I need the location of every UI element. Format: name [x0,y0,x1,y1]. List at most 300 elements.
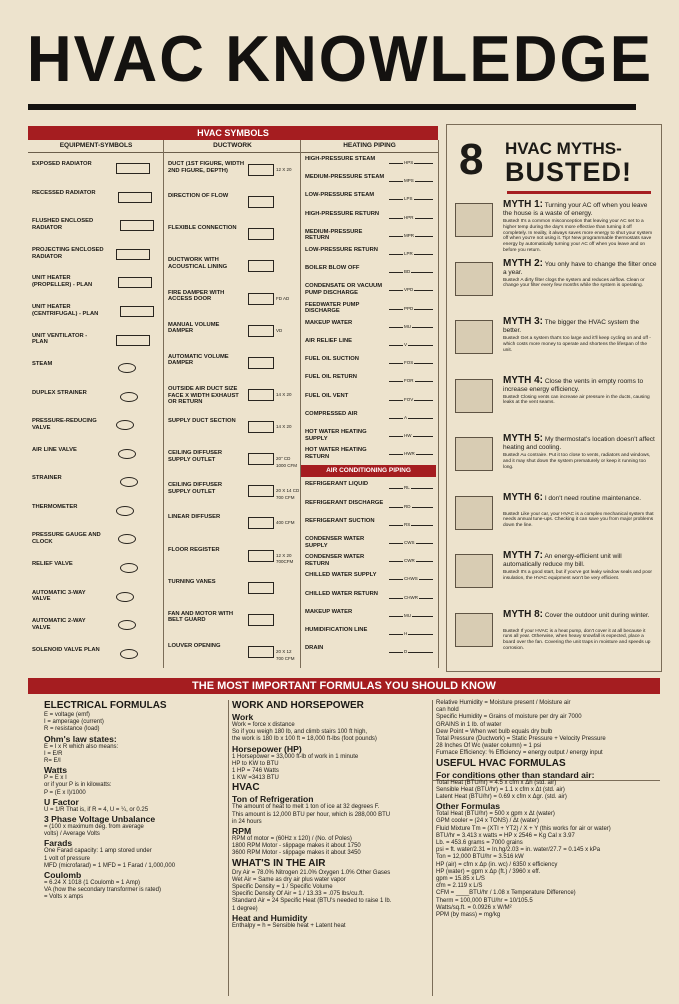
formula-line: One Farad capacity: 1 amp stored under [44,848,152,855]
formula-line: Lb. = 453.6 grams = 7000 grains [436,840,523,847]
symbol-glyph [116,592,134,602]
symbol-glyph [120,392,138,402]
pipe-row [303,263,437,281]
symbol-glyph [248,325,274,337]
symbol-label: AUTOMATIC 2-WAY VALVE [32,618,86,631]
pipe-tag: LPR [404,251,413,257]
formula-line: = Volts x amps [44,894,84,901]
formula-line: psi = ft. water/2.31 = In.hg/2.03 = in. water/27.7 = 0.145 x kPa [436,847,601,854]
pipe-label: FUEL OIL VENT [305,392,349,399]
formula-line: volts) / Average Volts [44,831,100,838]
pipe-tag: A [404,414,408,420]
symbol-glyph [120,649,138,659]
formula-line: GRAINS in 1 lb. of water [436,721,502,728]
symbol-glyph [118,363,136,373]
pipe-label: CONDENSER WATER SUPPLY [305,536,365,549]
myth-label: MYTH 3: [503,316,543,327]
formula-line: or if your P is in kilowatts: [44,782,112,789]
formula-line: Specific Humidity = Grains of moisture per dry air 7000 [436,714,582,721]
equipment-symbol-row [30,240,162,269]
symbol-glyph [248,453,274,465]
formula-line: Total Heat (BTU/hr) = 500 x gpm x Δt (water) [436,811,555,818]
myth-illustration-icon [455,203,493,237]
pipe-tag: H [404,631,408,637]
symbol-label: STRAINER [32,475,62,482]
myth-item [451,552,657,611]
symbol-glyph [248,196,274,208]
symbol-label: TURNING VANES [168,578,216,585]
myth-statement: You only have to change the filter once a year. [503,260,657,276]
formula-subtitle: Ohm's law states: [44,733,117,744]
pipe-tag: PPD [404,305,414,311]
symbol-glyph [120,477,138,487]
symbol-glyph [118,449,136,459]
formula-line: GPM cooler = (24 x TONS) / Δt (water) [436,818,539,825]
symbol-label: UNIT HEATER (CENTRIFUGAL) - PLAN [32,304,99,317]
pipe-label: HOT WATER HEATING SUPPLY [305,429,367,442]
formula-line: Total Pressure (Ductwork) = Static Pressure + Velocity Pressure [436,736,606,743]
formula-line: Therm = 100,000 BTU/hr = 10/105.5 [436,897,533,904]
work-hvac-air-column [232,700,430,930]
pipe-label: HUMIDIFICATION LINE [305,627,368,633]
pipe-label: LOW-PRESSURE RETURN [305,247,378,253]
pipe-row [303,318,437,336]
pipe-tag: HPR [404,214,414,220]
equipment-symbol-row [30,183,162,212]
myth-heading [503,257,657,277]
symbol-label: FLUSHED ENCLOSED RADIATOR [32,218,94,231]
formula-line: Ton = 12,000 BTU/hr = 3.516 kW [436,854,524,861]
symbol-label: FAN AND MOTOR WITH BELT GUARD [168,610,234,624]
pipe-tag: CHWS [404,576,418,582]
formula-section-title: ELECTRICAL FORMULAS [44,700,167,711]
symbol-label: FIRE DAMPER WITH ACCESS DOOR [168,289,225,303]
formula-section-title: WHAT'S IN THE AIR [232,857,326,869]
myth-heading [503,318,657,335]
myth-statement: Close the vents in empty rooms to increase energy efficiency. [503,377,644,393]
symbol-glyph [116,335,150,346]
formula-line: 28 Inches Of Wc (water column) = 1 psi [436,743,542,750]
pipe-label: REFRIGERANT LIQUID [305,481,369,488]
symbol-label: SUPPLY DUCT SECTION [168,418,236,425]
pipe-tag: VPD [404,287,414,293]
pipe-row [303,570,437,588]
formula-line: Furnace Efficiency: % Efficiency = energy output / energy input [436,750,603,757]
symbol-glyph [120,220,154,231]
symbol-label: DUPLEX STRAINER [32,389,87,396]
ductwork-symbol-row [166,540,299,572]
formula-line: gpm = 15.85 x L/S [436,876,485,883]
pipe-row [303,245,437,263]
symbol-glyph [248,517,274,529]
myth-label: MYTH 1: [503,199,543,210]
myth-label: MYTH 7: [503,550,543,561]
myth-statement: The bigger the HVAC system the better. [503,319,640,334]
ductwork-symbol-row [166,379,299,411]
symbol-glyph [248,228,274,240]
myth-illustration-icon [455,554,493,588]
equipment-symbols-column [30,154,162,668]
formula-line: Specific Density Of Air = 1 / 13.33 = .075 lbs/cu.ft. [232,891,365,898]
electrical-formulas-column [44,700,224,902]
pipe-tag: RS [404,521,411,527]
formula-subtitle: Horsepower (HP) [232,743,302,754]
symbol-tag: 400 CFM [276,520,295,526]
formula-subtitle: Heat and Humidity [232,912,308,923]
equipment-symbol-row [30,525,162,554]
symbol-tag: VD [276,327,283,333]
pipe-label: REFRIGERANT DISCHARGE [305,499,384,506]
myth-count: 8 [459,135,484,184]
formula-subtitle: Work [232,712,254,722]
pipe-label: FEEDWATER PUMP DISCHARGE [305,301,360,315]
formula-line: 1 volt of pressure [44,855,91,862]
myth-illustration-icon [455,320,493,354]
humidity-useful-formulas-column [436,700,660,919]
pipe-row [303,479,437,497]
formula-line: Dry Air = 78.0% Nitrogen 21.0% Oxygen 1.0% Other Gases [232,869,391,876]
formula-line: = 6.24 X 1018 (1 Coulomb = 1 Amp) [44,880,141,887]
formula-divider [432,700,433,996]
pipe-tag: FOV [404,396,414,402]
pipe-row [303,354,437,372]
pipe-line [389,345,433,346]
symbol-label: AUTOMATIC 3-WAY VALVE [32,589,86,603]
pipe-tag: MPS [404,178,414,184]
formula-subtitle: Other Formulas [436,801,500,812]
symbol-label: EXPOSED RADIATOR [32,161,92,168]
formula-line: cfm = 2.119 x L/S [436,883,483,890]
pipe-tag: HW [404,433,412,439]
myth-statement: My thermostat's location doesn't affect heating and cooling. [503,436,655,451]
equipment-symbol-row [30,382,162,411]
formulas-header: THE MOST IMPORTANT FORMULAS YOU SHOULD KNOW [28,678,660,694]
pipe-label: HOT WATER HEATING RETURN [305,447,367,460]
pipe-row [303,534,437,552]
formula-line: RPM of motor = (60Hz x 120) / (No. of Poles) [232,836,352,843]
formula-line: = (100 x maximum deg. from average [44,824,144,831]
myth-heading [503,491,657,503]
myth-busted-text: Busted! A dirty filter clogs the system and reduces airflow. Clean or change your filter every few months while the system is operating. [503,277,645,289]
formula-line: E = voltage (emf) [44,712,90,718]
myths-title-bottom: BUSTED! [505,157,632,187]
myth-item [451,257,657,319]
pipe-label: HIGH-PRESSURE STEAM [305,156,376,162]
symbol-label: CEILING DIFFUSER SUPPLY OUTLET [168,450,223,463]
symbol-glyph [248,614,274,626]
pipe-tag: HWR [404,451,415,457]
pipe-line [389,418,433,419]
formula-line: MFD (microfarad) = 1 MFD = 1 Farad / 1,000,000 [44,862,176,869]
pipe-row [303,336,437,354]
formula-line: E = I x R which also means: [44,743,119,750]
formula-line: I = amperage (current) [44,719,104,726]
formula-section-title: HVAC [232,782,260,794]
formula-subtitle: Ton of Refrigeration [232,794,314,805]
myth-item [451,491,657,553]
formula-line: 3600 RPM Motor - slippage makes it about 3450 [232,850,361,857]
myth-illustration-icon [455,496,493,530]
symbol-label: DIRECTION OF FLOW [168,193,229,200]
formula-line: 1800 RPM Motor - slippage makes it about 1750 [232,843,361,850]
symbol-glyph [116,506,134,516]
pipe-tag: MU [404,323,411,329]
equipment-symbol-row [30,497,162,526]
pipe-label: CONDENSER WATER RETURN [305,554,365,567]
formula-line: Work = force x distance [232,722,295,728]
myths-title-top: HVAC MYTHS- [505,139,622,158]
symbol-label: PROJECTING ENCLOSED RADIATOR [32,246,104,260]
formula-subtitle: 3 Phase Voltage Unbalance [44,814,156,825]
ductwork-symbol-row [166,507,299,539]
myth-label: MYTH 6: [503,491,543,503]
symbol-label: THERMOMETER [32,503,78,510]
formula-divider [228,700,229,996]
symbol-glyph [248,357,274,369]
formula-line: 1 degree) [232,905,258,912]
myths-panel [446,124,662,672]
pipe-tag: LPS [404,196,413,202]
hvac-symbols-header: HVAC SYMBOLS [28,126,438,140]
formula-line: Latent Heat (BTU/hr) = 0.69 x cfm x Δgr. (std. air) [436,794,567,801]
heating-column-header: HEATING PIPING [343,142,396,149]
myth-heading [503,552,657,569]
pipe-row [303,427,437,445]
myth-busted-text: Busted! It's a good start, but if you've got leaky window seals and poor insulation, the HVAC equipment won't be very efficient. [503,570,653,581]
formula-line: Dew Point = When wet bulb equals dry bulb [436,728,553,735]
ductwork-symbol-row [166,154,299,186]
formula-line: P = E x I [44,775,67,782]
myth-busted-text: Busted! Like your car, your HVAC is a complex mechanical system that needs annual tune-ups. Checking it can save you from major problems down the line. [503,511,654,529]
pipe-label: COMPRESSED AIR [305,410,358,417]
pipe-label: CONDENSATE OR VACUUM PUMP DISCHARGE [305,283,383,296]
myth-item [451,608,657,670]
ductwork-symbol-row [166,572,299,604]
symbol-tag: 20 X 14 CD 700 CFM [276,488,300,500]
pipe-row [303,589,437,607]
equipment-symbol-row [30,611,162,640]
myths-title-rule [507,191,651,194]
myth-busted-text: Busted! Get a system that's too large and it'll keep cycling on and off - which costs more money to operate and shortens the lifespan of the unit. [503,336,651,353]
column-divider [163,140,164,668]
pipe-tag: HPS [404,160,414,166]
equipment-symbol-row [30,325,162,354]
pipe-row [303,643,437,661]
ductwork-symbol-row [166,347,299,379]
symbol-glyph [118,534,136,544]
myth-label: MYTH 5: [503,433,543,444]
pipe-label: MEDIUM-PRESSURE STEAM [305,174,385,181]
myth-label: MYTH 4: [503,374,543,386]
pipe-row [303,281,437,299]
pipe-row [303,552,437,570]
formula-line: Specific Density = 1 / Specific Volume [232,884,333,891]
pipe-line [389,652,433,653]
formula-subtitle: Coulomb [44,870,82,881]
column-divider [300,140,301,668]
formula-line: Standard Air = 24 Specific Heat (BTU's needed to raise 1 lb. [232,898,392,905]
myth-illustration-icon [455,437,493,471]
symbol-glyph [248,485,274,497]
symbol-label: DUCT (1ST FIGURE, WIDTH 2ND FIGURE, DEPTH) [168,161,244,174]
symbol-glyph [248,293,274,305]
symbol-label: AUTOMATIC VOLUME DAMPER [168,353,229,367]
formula-line: 1 HP = 746 Watts [232,768,279,775]
myth-label: MYTH 8: [503,608,543,620]
ductwork-symbols-column [166,154,299,668]
symbol-tag: FD AD [276,295,290,301]
formula-subtitle: RPM [232,826,252,837]
myth-heading [503,435,657,452]
formula-line: HP (water) = gpm x Δp (ft.) / 3960 x eff. [436,868,541,875]
pipe-row [303,498,437,516]
equipment-symbol-row [30,268,162,297]
formula-subtitle: For conditions other than standard air: [436,769,595,780]
symbol-label: LINEAR DIFFUSER [168,514,221,521]
symbol-label: RELIEF VALVE [32,561,73,568]
formula-line: I = E/R [44,750,63,757]
symbol-label: AIR LINE VALVE [32,446,77,453]
symbol-label: SOLENOID VALVE PLAN [32,646,100,653]
page-title: HVAC KNOWLEDGE [26,23,654,96]
pipe-row [303,227,437,245]
formula-line: Enthalpy = h = Sensible heat + Latent heat [232,922,346,929]
pipe-label: CHILLED WATER SUPPLY [305,572,377,579]
symbol-glyph [116,420,134,430]
formula-line: in 24 hours [232,818,262,825]
formula-line: HP to KW to BTU [232,760,279,767]
symbol-glyph [248,550,274,562]
formula-line: Fluid Mixture Tm = (XTI + YT2) / X + Y (this works for air or water) [436,825,611,832]
formula-line: Total Heat (BTU/hr) = 4.5 x cfm x Δh (std. air) [436,779,557,786]
ductwork-symbol-row [166,186,299,218]
symbol-label: LOUVER OPENING [168,642,221,649]
symbol-glyph [116,163,150,174]
myth-heading [503,608,657,620]
title-rule [28,104,636,110]
ductwork-symbol-row [166,443,299,475]
equipment-symbol-row [30,354,162,383]
pipe-row [303,209,437,227]
equipment-symbol-row [30,211,162,240]
pipe-label: HIGH-PRESSURE RETURN [305,210,380,217]
formula-subtitle: U Factor [44,796,79,807]
formula-line: VA (how the secondary transformer is rated) [44,887,161,894]
pipe-row [303,625,437,643]
myth-item [451,374,657,436]
formula-line: P = (E x I)/1000 [44,789,86,796]
symbol-glyph [118,192,152,203]
equipment-symbol-row [30,154,162,183]
pipe-row [303,391,437,409]
symbol-tag: 14 X 20 [276,391,292,397]
pipe-row [303,154,437,172]
myth-statement: I don't need routine maintenance. [544,494,642,502]
symbol-tag: 14 X 20 [276,424,292,430]
symbol-label: UNIT VENTILATOR - PLAN [32,332,88,346]
symbol-tag: 12 X 20 700CFM [276,552,294,565]
formula-line: can hold [436,707,459,714]
pipe-label: DRAIN [305,645,324,652]
pipe-tag: CWR [404,558,415,564]
myth-busted-text: Busted! Closing vents can increase air pressure in the ducts, causing leaks at the vent seams. [503,394,650,406]
ductwork-symbol-row [166,475,299,507]
symbol-label: PRESSURE GAUGE AND CLOCK [32,532,101,546]
ductwork-symbol-row [166,218,299,250]
formula-line: HP (air) = cfm x Δp (in. wc) / 6350 x efficiency [436,861,558,868]
pipe-label: MEDIUM-PRESSURE RETURN [305,228,363,242]
pipe-label: REFRIGERANT SUCTION [305,517,375,524]
pipe-label: BOILER BLOW OFF [305,265,360,272]
formula-line: Watts/sq.ft. = 0.0926 x W/M² [436,904,512,911]
equipment-symbol-row [30,554,162,583]
ductwork-symbol-row [166,636,299,668]
formula-line: Relative Humidity = Moisture present / Moisture air [436,700,571,706]
myth-item [451,201,657,260]
myth-statement: Cover the outdoor unit during winter. [544,611,650,619]
symbol-label: PRESSURE-REDUCING VALVE [32,418,97,431]
symbol-glyph [248,389,274,401]
symbol-label: FLEXIBLE CONNECTION [168,225,237,232]
formula-line: R = resistance (load) [44,726,100,733]
pipe-tag: CHWR [404,594,418,600]
pipe-tag: MPR [404,232,414,238]
symbol-glyph [116,249,150,260]
formula-line: Wet Air = Same as dry air plus water vapor [232,876,346,883]
symbol-label: STEAM [32,361,53,368]
symbol-glyph [118,620,136,630]
formula-line: CFM = ____BTU/hr / 1.08 x Temperature Difference) [436,890,576,897]
formula-subtitle: Watts [44,765,68,776]
equipment-symbol-row [30,468,162,497]
pipe-label: CHILLED WATER RETURN [305,590,378,597]
pipe-row [303,300,437,318]
symbol-label: DUCTWORK WITH ACOUSTICAL LINING [168,257,228,271]
pipe-row [303,409,437,427]
equipment-symbol-row [30,639,162,668]
pipe-label: MAKEUP WATER [305,608,353,615]
equipment-symbol-row [30,582,162,611]
myth-busted-text: Busted! If your HVAC is a heat pump, don't cover it at all because it runs all year. Otherwise, when heavy snowfall is expected, place a board over the fan. Covering the unit traps in moisture and speeds up corrosion. [503,628,651,651]
formula-line: R= E/I [44,758,61,765]
myth-heading [503,374,657,394]
formula-line: Sensible Heat (BTU/hr) = 1.1 x cfm x Δt (std. air) [436,786,565,793]
myth-illustration-icon [455,262,493,296]
ductwork-symbol-row [166,604,299,636]
formula-line: BTU/hr = 3.413 x watts = HP x 2546 = Kg Cal x 3.97 [436,832,575,839]
symbol-label: FLOOR REGISTER [168,546,220,553]
formula-line: PPM (by mass) = mg/kg [436,912,501,919]
equipment-symbol-row [30,297,162,326]
formula-line: 1 Horsepower = 33,000 ft-lb of work in 1 minute [232,753,359,760]
pipe-line [389,634,433,635]
formula-line: So if you weigh 180 lb, and climb stairs 100 ft high, [232,729,368,736]
pipe-tag: RD [404,503,411,509]
formula-subtitle: Farads [44,838,73,849]
formula-line: This amount is 12,000 BTU per hour, which is 288,000 BTU [232,811,391,818]
pipe-row [303,607,437,625]
pipe-tag: D [404,649,408,655]
pipe-line [389,488,433,489]
symbol-tag: 20" CD 1000 CFM [276,456,298,468]
myth-item [451,435,657,494]
myth-busted-text: Busted! Au contraire. Put it too close to vents, radiators and windows, and it may shut down the system prematurely or keep it running too long. [503,453,651,470]
pipe-tag: V [404,342,408,348]
equipment-column-header: EQUIPMENT-SYMBOLS [59,142,133,149]
equipment-symbol-row [30,440,162,469]
symbol-label: MANUAL VOLUME DAMPER [168,321,220,335]
formula-line: the work is 180 lb x 100 ft = 18,000 ft-lbs (foot pounds) [232,736,377,743]
